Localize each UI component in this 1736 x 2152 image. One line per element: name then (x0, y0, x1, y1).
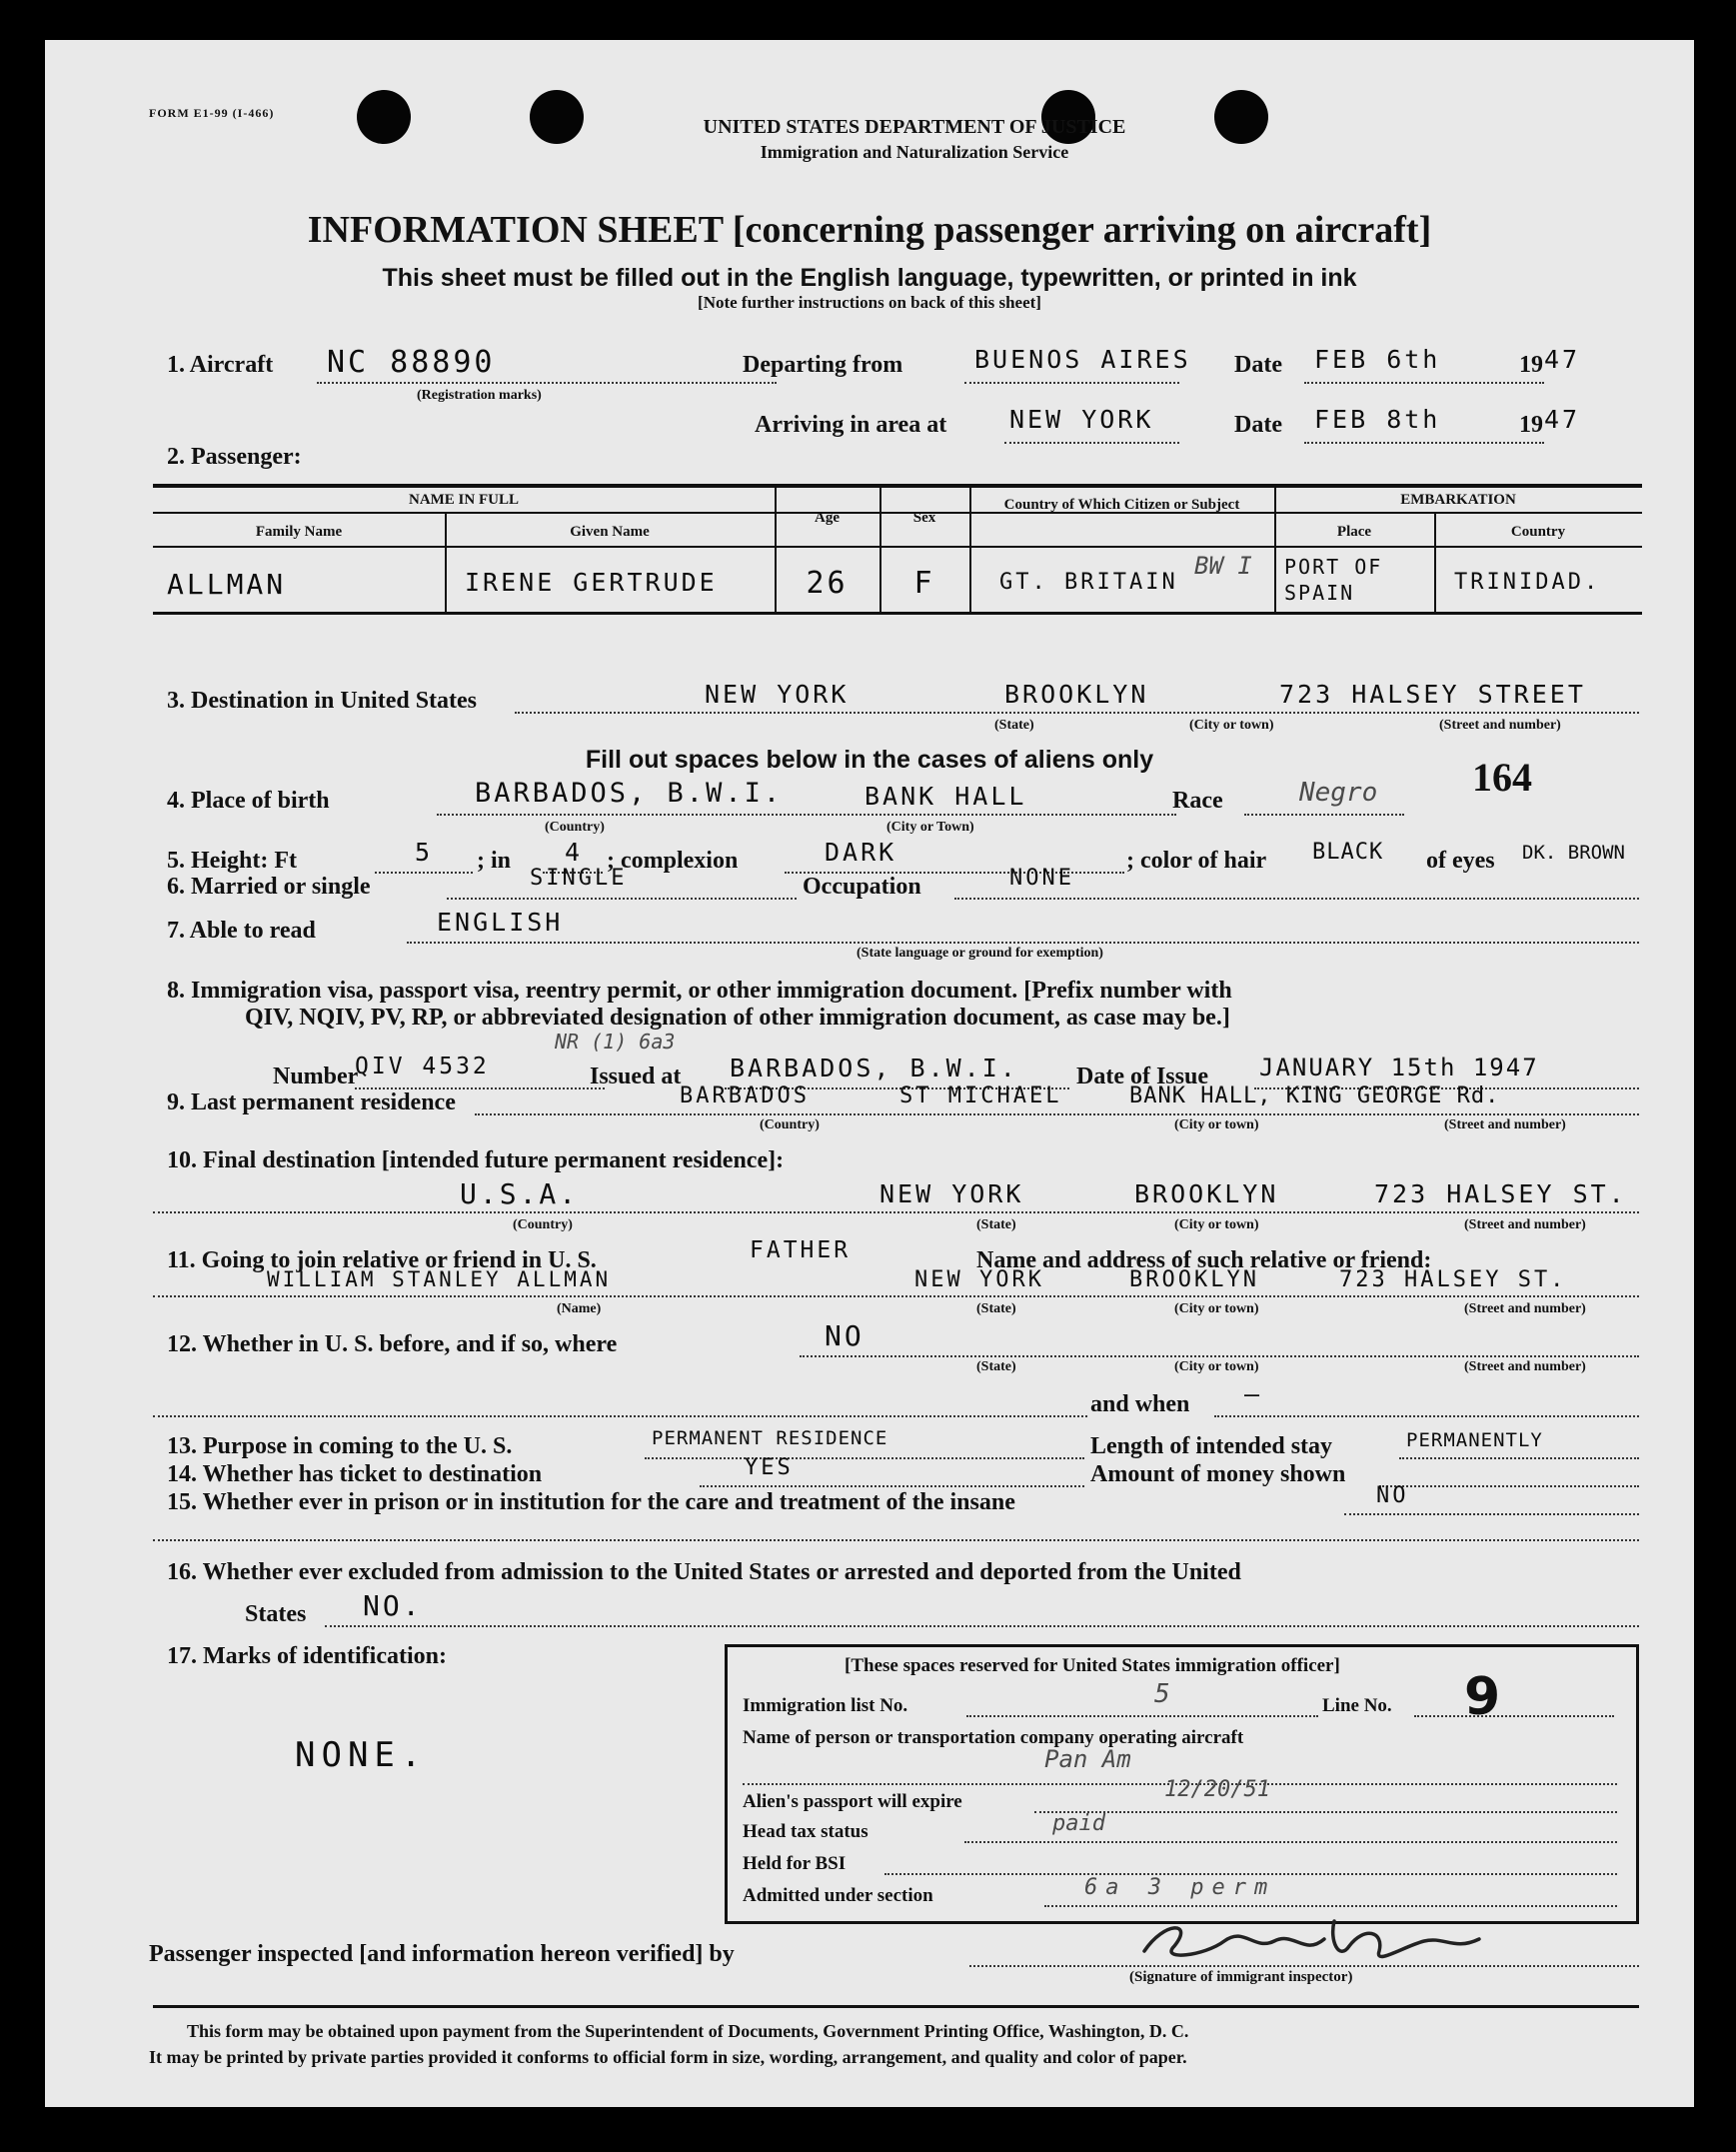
residence-country: BARBADOS (680, 1083, 810, 1108)
purpose-value: PERMANENT RESIDENCE (652, 1427, 888, 1449)
ticket-value: YES (745, 1455, 794, 1480)
embark-place-value: PORT OF SPAIN (1284, 555, 1383, 605)
underline (800, 1355, 1639, 1357)
birth-town: BANK HALL (865, 782, 1027, 811)
hair-value: BLACK (1312, 840, 1384, 865)
table-top-rule (153, 484, 1642, 488)
service-name: Immigration and Naturalization Service (760, 142, 1069, 162)
q8-line2: QIV, NQIV, PV, RP, or abbreviated designation of other immigration document, as case may be.] (245, 1005, 1230, 1031)
underline (153, 1415, 1087, 1417)
footer-line-1: This form may be obtained upon payment from the Superintendent of Documents, Government Printing Office, Washington, D. C. (187, 2021, 1189, 2041)
caption: (State) (994, 718, 1034, 733)
footer-rule (153, 2005, 1639, 2008)
inspector-signature (1134, 1911, 1494, 1971)
when-label: and when (1090, 1391, 1190, 1417)
underline (153, 1539, 1639, 1541)
underline (407, 942, 1639, 944)
list-no-label: Immigration list No. (743, 1695, 908, 1716)
admitted-value: 6a 3 perm (1084, 1875, 1276, 1900)
q11-label: 11. Going to join relative or friend in U. S. (167, 1247, 597, 1273)
line-no-label: Line No. (1322, 1695, 1392, 1716)
given-name-header: Given Name (570, 524, 650, 540)
arriving-city: NEW YORK (1009, 405, 1154, 434)
q12-answer: NO (825, 1319, 865, 1352)
departing-year: 47 (1544, 345, 1581, 374)
q12-label: 12. Whether in U. S. before, and if so, where (167, 1331, 618, 1357)
caption: (Country) (760, 1117, 820, 1132)
form-sheet (45, 40, 1694, 2107)
q8-line1: 8. Immigration visa, passport visa, reentry permit, or other immigration document. [Prefix number with (167, 978, 1232, 1004)
underline (1414, 1715, 1614, 1717)
caption: (City or town) (1174, 1359, 1259, 1374)
q13-label: 13. Purpose in coming to the U. S. (167, 1433, 513, 1459)
doc-number-label: Number (273, 1064, 359, 1089)
caption: (City or town) (1174, 1301, 1259, 1316)
caption: (Street and number) (1464, 1217, 1586, 1232)
relative-city: BROOKLYN (1129, 1267, 1259, 1292)
complexion-value: DARK (825, 838, 897, 867)
arriving-label: Arriving in area at (755, 412, 947, 438)
citizen-note: BW I (1194, 552, 1252, 580)
dep-date-label: Date (1234, 352, 1282, 378)
caption: (City or Town) (886, 820, 974, 835)
doc-number: QIV 4532 (355, 1054, 490, 1079)
destination-state: NEW YORK (705, 680, 850, 709)
eyes-value: DK. BROWN (1522, 842, 1625, 864)
instruction-note: [Note further instructions on back of this sheet] (698, 293, 1041, 312)
age-header: Age (815, 510, 840, 526)
caption: (Street and number) (1464, 1301, 1586, 1316)
line-no-value: 9 (1464, 1667, 1501, 1727)
given-name-value: IRENE GERTRUDE (465, 568, 718, 597)
q2-label: 2. Passenger: (167, 444, 302, 470)
marital-status: SINGLE (530, 866, 628, 891)
caption: (City or town) (1174, 1117, 1259, 1132)
caption: (Name) (557, 1301, 602, 1316)
head-tax-value: paid (1052, 1811, 1105, 1836)
underline (325, 1625, 1639, 1627)
q9-label: 9. Last permanent residence (167, 1089, 456, 1115)
underline (1034, 1811, 1617, 1813)
doi-label: Date of Issue (1076, 1064, 1208, 1089)
name-address-label: Name and address of such relative or friend: (976, 1247, 1432, 1273)
citizen-value: GT. BRITAIN (999, 570, 1178, 595)
instruction-line: This sheet must be filled out in the English language, typewritten, or printed in ink (382, 264, 1357, 292)
eyes-label: of eyes (1426, 848, 1495, 874)
caption: (City or town) (1189, 718, 1274, 733)
name-in-full-header: NAME IN FULL (408, 492, 519, 508)
relation-value: FATHER (750, 1237, 852, 1263)
underline (515, 712, 1639, 714)
underline (317, 382, 777, 384)
caption: (Street and number) (1439, 718, 1561, 733)
residence-street: BANK HALL, KING GEORGE Rd. (1129, 1083, 1500, 1108)
signature-caption: (Signature of immigrant inspector) (1129, 1969, 1353, 1985)
sex-value: F (913, 566, 935, 601)
q15-label: 15. Whether ever in prison or in institution for the care and treatment of the insane (167, 1489, 1015, 1515)
race-label: Race (1172, 788, 1223, 814)
issued-label: Issued at (590, 1064, 682, 1089)
stay-label: Length of intended stay (1090, 1433, 1333, 1459)
list-no-value: 5 (1154, 1679, 1170, 1709)
underline (964, 382, 1179, 384)
underline (964, 1841, 1617, 1843)
underline (375, 872, 473, 874)
complexion-label: ; complexion (607, 848, 739, 874)
q4-label: 4. Place of birth (167, 788, 330, 814)
place-header: Place (1336, 524, 1372, 540)
underline (153, 1211, 1639, 1213)
citizen-header: Country of Which Citizen or Subject (1003, 497, 1240, 513)
caption: (Street and number) (1444, 1117, 1566, 1132)
caption: (Country) (545, 820, 605, 835)
arr-date-label: Date (1234, 412, 1282, 438)
occupation-value: NONE (1009, 866, 1074, 891)
q16-line1: 16. Whether ever excluded from admission to the United States or arrested and deported from the United (167, 1559, 1241, 1585)
departing-date: FEB 6th (1314, 345, 1441, 374)
race-code: 164 (1472, 755, 1532, 800)
underline (1304, 382, 1544, 384)
underline (1214, 1415, 1639, 1417)
embarkation-header: EMBARKATION (1400, 492, 1516, 508)
family-name-header: Family Name (255, 524, 343, 540)
company-label: Name of person or transportation company operating aircraft (743, 1727, 1244, 1748)
family-name-value: ALLMAN (167, 568, 287, 601)
reg-caption: (Registration marks) (417, 388, 542, 403)
agency-name: UNITED STATES DEPARTMENT OF JUSTICE (703, 116, 1126, 138)
height-feet: 5 (415, 838, 434, 867)
underline (1244, 814, 1404, 816)
underline (966, 1715, 1318, 1717)
q17-label: 17. Marks of identification: (167, 1643, 447, 1669)
form-number: FORM E1-99 (I-466) (149, 106, 275, 120)
q7-label: 7. Able to read (167, 918, 316, 944)
officer-box-title: [These spaces reserved for United States immigration officer] (845, 1655, 1340, 1676)
underline (645, 1457, 1084, 1459)
destination-street: 723 HALSEY STREET (1279, 680, 1586, 709)
language-value: ENGLISH (437, 908, 564, 937)
final-country: U.S.A. (460, 1177, 580, 1210)
relative-street: 723 HALSEY ST. (1339, 1267, 1567, 1292)
caption: (City or town) (1174, 1217, 1259, 1232)
destination-city: BROOKLYN (1004, 680, 1149, 709)
occupation-label: Occupation (803, 874, 921, 900)
final-city: BROOKLYN (1134, 1179, 1279, 1208)
company-value: Pan Am (1044, 1745, 1131, 1773)
aircraft-reg: NC 88890 (327, 345, 496, 380)
underline (447, 898, 797, 900)
relative-state: NEW YORK (914, 1267, 1044, 1292)
country-header: Country (1510, 524, 1566, 540)
table-divider (969, 486, 971, 612)
final-street: 723 HALSEY ST. (1374, 1179, 1627, 1208)
underline (1304, 442, 1544, 444)
q16-answer: NO. (363, 1589, 423, 1622)
arriving-year: 47 (1544, 405, 1581, 434)
caption: (State) (976, 1217, 1016, 1232)
underline (954, 898, 1639, 900)
underline (700, 1485, 1084, 1487)
q16-line2: States (245, 1601, 307, 1627)
underline (1344, 1513, 1639, 1515)
embark-country-value: TRINIDAD. (1454, 570, 1601, 595)
aliens-heading: Fill out spaces below in the cases of aliens only (585, 746, 1154, 774)
passport-expire-value: 12/20/51 (1164, 1777, 1270, 1802)
final-state: NEW YORK (879, 1179, 1024, 1208)
caption: (State) (976, 1359, 1016, 1374)
table-bottom-rule (153, 612, 1642, 615)
inspected-label: Passenger inspected [and information hereon verified] by (149, 1941, 735, 1967)
q5-label: 5. Height: Ft (167, 848, 297, 874)
q1-label: 1. Aircraft (167, 352, 274, 378)
underline (1379, 1485, 1639, 1487)
q3-label: 3. Destination in United States (167, 688, 478, 714)
underline (153, 1295, 1639, 1297)
residence-city: ST MICHAEL (899, 1083, 1062, 1108)
q14-label: 14. Whether has ticket to destination (167, 1461, 543, 1487)
underline (1399, 1457, 1639, 1459)
q15-answer: NO (1376, 1483, 1409, 1508)
admitted-label: Admitted under section (743, 1885, 933, 1906)
q6-label: 6. Married or single (167, 874, 371, 900)
footer-line-2: It may be printed by private parties provided it conforms to official form in size, wording, arrangement, and quality and color of paper. (149, 2047, 1187, 2067)
underline (475, 1113, 1639, 1115)
bsi-label: Held for BSI (743, 1853, 847, 1874)
passport-expire-label: Alien's passport will expire (743, 1791, 962, 1812)
inches-label: ; in (477, 848, 512, 874)
stay-value: PERMANENTLY (1406, 1429, 1543, 1451)
birth-country: BARBADOS, B.W.I. (475, 778, 784, 809)
caption: (Country) (513, 1217, 573, 1232)
issued-at: BARBADOS, B.W.I. (730, 1054, 1018, 1082)
height-inches: 4 (565, 838, 584, 867)
doc-annotation: NR (1) 6a3 (555, 1030, 676, 1054)
year-prefix: 19 (1519, 412, 1543, 438)
race-value: Negro (1299, 778, 1378, 808)
caption: (State language or ground for exemption) (857, 946, 1103, 961)
punch-hole (357, 90, 411, 144)
underline (1004, 442, 1179, 444)
sex-header: Sex (912, 510, 936, 526)
underline (1044, 1905, 1617, 1907)
underline (437, 814, 1176, 816)
form-title: INFORMATION SHEET [concerning passenger arriving on aircraft] (307, 209, 1432, 251)
arriving-date: FEB 8th (1314, 405, 1441, 434)
departing-label: Departing from (743, 352, 903, 378)
q10-label: 10. Final destination [intended future permanent residence]: (167, 1147, 785, 1173)
doi-value: JANUARY 15th 1947 (1259, 1054, 1539, 1081)
relative-name: WILLIAM STANLEY ALLMAN (267, 1267, 612, 1291)
head-tax-label: Head tax status (743, 1821, 868, 1842)
year-prefix: 19 (1519, 352, 1543, 378)
table-rule (153, 546, 1642, 548)
caption: (State) (976, 1301, 1016, 1316)
when-value: — (1244, 1379, 1263, 1408)
departing-city: BUENOS AIRES (974, 345, 1191, 374)
caption: (Street and number) (1464, 1359, 1586, 1374)
marks-value: NONE. (295, 1735, 428, 1775)
money-label: Amount of money shown (1090, 1461, 1346, 1487)
age-value: 26 (806, 566, 849, 601)
hair-label: ; color of hair (1126, 848, 1267, 874)
